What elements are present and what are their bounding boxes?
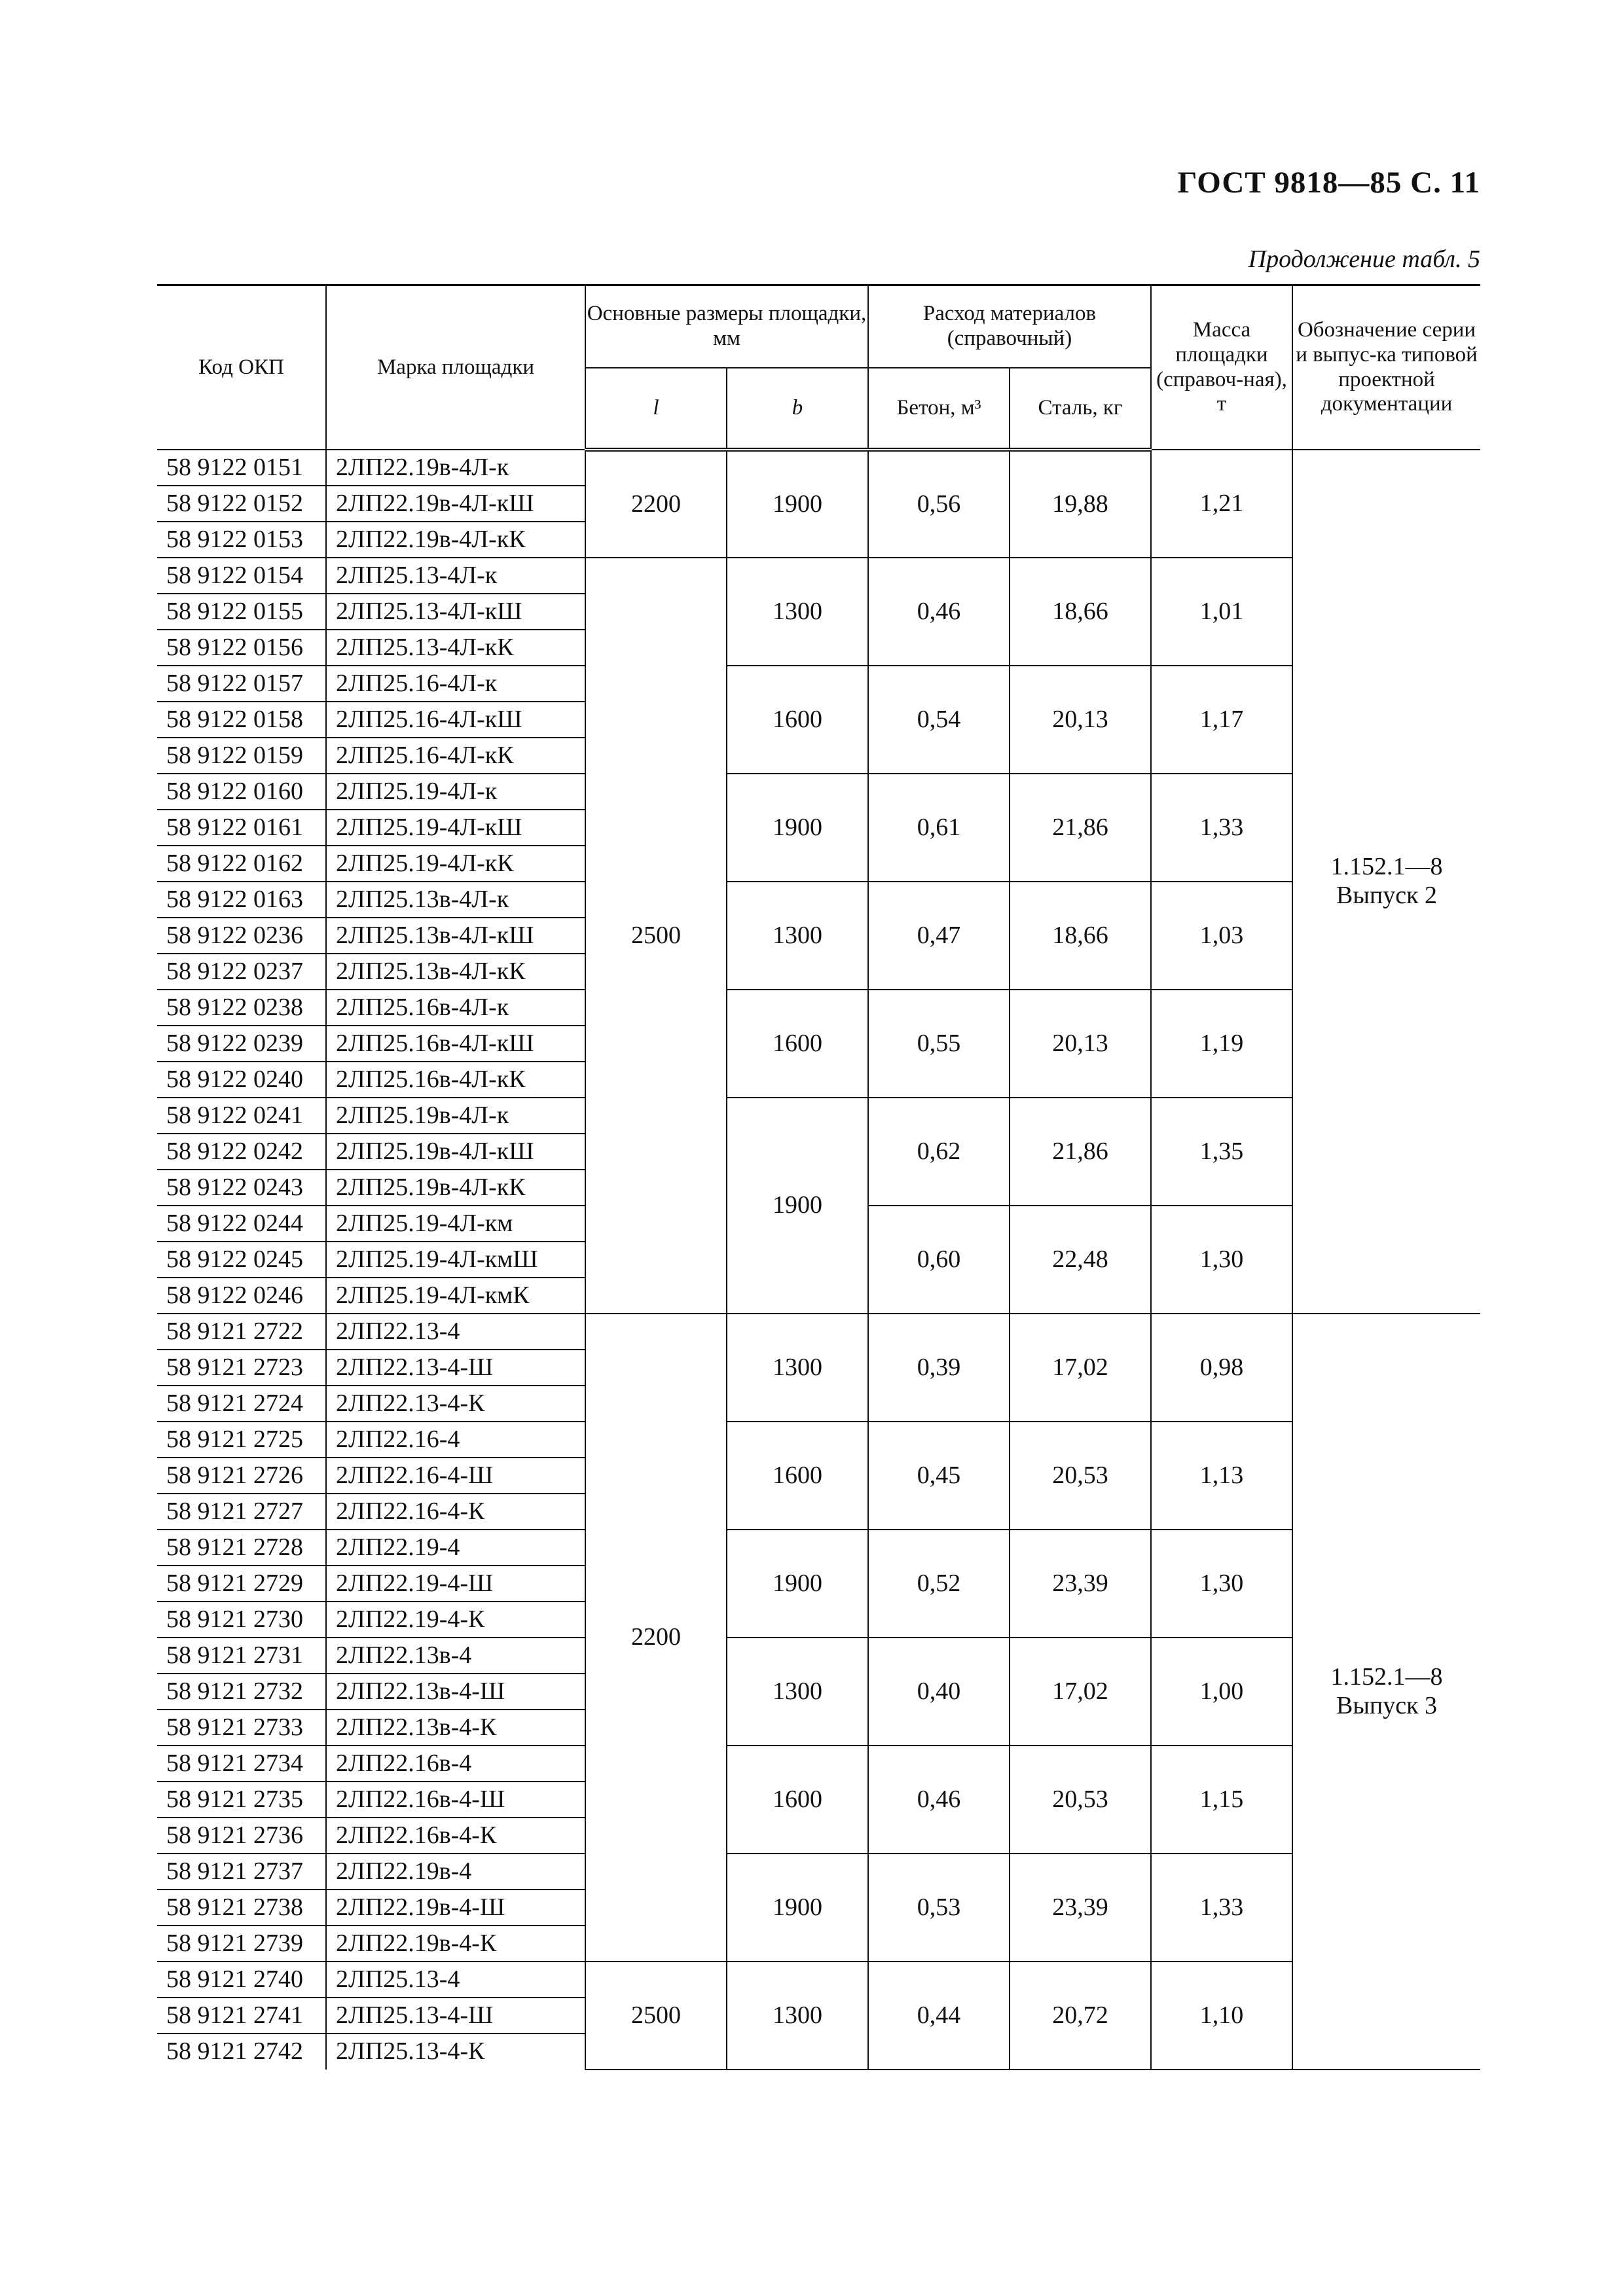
dim-l-cell: 2500 (585, 558, 727, 1314)
mark-cell: 2ЛП22.13-4 (326, 1314, 585, 1350)
header-dimensions: Основные размеры площадки, мм (585, 285, 868, 368)
okp-code-cell: 58 9122 0242 (157, 1134, 326, 1170)
mark-cell: 2ЛП25.13-4 (326, 1962, 585, 1998)
mark-cell: 2ЛП22.13-4-Ш (326, 1350, 585, 1386)
dim-b-cell: 1300 (727, 1638, 868, 1746)
mark-cell: 2ЛП22.13в-4 (326, 1638, 585, 1674)
dim-b-cell: 1600 (727, 666, 868, 774)
okp-code-cell: 58 9121 2722 (157, 1314, 326, 1350)
okp-code-cell: 58 9122 0161 (157, 810, 326, 846)
page-header: ГОСТ 9818—85 С. 11 (1177, 166, 1480, 200)
mark-cell: 2ЛП25.19в-4Л-кК (326, 1170, 585, 1206)
header-materials: Расход материалов (справочный) (868, 285, 1151, 368)
table-row (157, 1962, 1480, 1998)
steel-cell: 20,53 (1010, 1746, 1151, 1854)
mass-cell: 1,30 (1151, 1206, 1292, 1314)
table-row (157, 558, 1480, 594)
mark-cell: 2ЛП25.13в-4Л-к (326, 882, 585, 918)
okp-code-cell: 58 9121 2725 (157, 1422, 326, 1458)
mark-cell: 2ЛП22.13-4-К (326, 1386, 585, 1422)
okp-code-cell: 58 9121 2731 (157, 1638, 326, 1674)
okp-code-cell: 58 9121 2740 (157, 1962, 326, 1998)
steel-cell: 20,72 (1010, 1962, 1151, 2070)
mark-cell: 2ЛП25.19-4Л-кмК (326, 1278, 585, 1314)
mark-cell: 2ЛП22.19в-4-К (326, 1926, 585, 1962)
dim-b-cell: 1900 (727, 1098, 868, 1314)
okp-code-cell: 58 9121 2734 (157, 1746, 326, 1782)
steel-cell: 20,53 (1010, 1422, 1151, 1530)
mass-cell: 1,21 (1151, 450, 1292, 558)
mass-cell: 1,33 (1151, 774, 1292, 882)
steel-cell: 23,39 (1010, 1530, 1151, 1638)
mass-cell: 1,30 (1151, 1530, 1292, 1638)
steel-cell: 22,48 (1010, 1206, 1151, 1314)
mark-cell: 2ЛП22.16в-4 (326, 1746, 585, 1782)
okp-code-cell: 58 9122 0157 (157, 666, 326, 702)
okp-code-cell: 58 9121 2741 (157, 1998, 326, 2034)
mark-cell: 2ЛП25.19-4Л-кмШ (326, 1242, 585, 1278)
okp-code-cell: 58 9121 2723 (157, 1350, 326, 1386)
specification-table (157, 284, 1480, 2070)
okp-code-cell: 58 9121 2739 (157, 1926, 326, 1962)
header-dim-l: l (585, 368, 727, 450)
mark-cell: 2ЛП25.13в-4Л-кШ (326, 918, 585, 954)
mark-cell: 2ЛП22.16в-4-Ш (326, 1782, 585, 1818)
okp-code-cell: 58 9121 2737 (157, 1854, 326, 1890)
okp-code-cell: 58 9121 2728 (157, 1530, 326, 1566)
okp-code-cell: 58 9121 2733 (157, 1710, 326, 1746)
mark-cell: 2ЛП25.19в-4Л-к (326, 1098, 585, 1134)
steel-cell: 18,66 (1010, 882, 1151, 990)
concrete-cell: 0,47 (868, 882, 1010, 990)
mark-cell: 2ЛП25.19в-4Л-кШ (326, 1134, 585, 1170)
okp-code-cell: 58 9122 0236 (157, 918, 326, 954)
dim-b-cell: 1300 (727, 558, 868, 666)
dim-b-cell: 1600 (727, 1422, 868, 1530)
mass-cell: 1,35 (1151, 1098, 1292, 1206)
mark-cell: 2ЛП25.13-4-Ш (326, 1998, 585, 2034)
concrete-cell: 0,52 (868, 1530, 1010, 1638)
okp-code-cell: 58 9121 2730 (157, 1602, 326, 1638)
concrete-cell: 0,53 (868, 1854, 1010, 1962)
table-row (157, 1422, 1480, 1458)
table-row (157, 1638, 1480, 1674)
dim-l-cell: 2200 (585, 450, 727, 558)
okp-code-cell: 58 9122 0159 (157, 738, 326, 774)
series-issue: Выпуск 2 (1336, 882, 1438, 909)
mark-cell: 2ЛП25.19-4Л-км (326, 1206, 585, 1242)
okp-code-cell: 58 9122 0240 (157, 1062, 326, 1098)
okp-code-cell: 58 9121 2724 (157, 1386, 326, 1422)
mark-cell: 2ЛП22.13в-4-Ш (326, 1674, 585, 1710)
concrete-cell: 0,56 (868, 450, 1010, 558)
table-row (157, 666, 1480, 702)
mark-cell: 2ЛП25.16-4Л-к (326, 666, 585, 702)
dim-l-cell: 2500 (585, 1962, 727, 2070)
series-cell (1292, 1314, 1480, 2070)
mark-cell: 2ЛП22.16-4-Ш (326, 1458, 585, 1494)
table-row (157, 1098, 1480, 1134)
mass-cell: 1,19 (1151, 990, 1292, 1098)
mass-cell: 1,01 (1151, 558, 1292, 666)
table-row (157, 882, 1480, 918)
mark-cell: 2ЛП22.19-4 (326, 1530, 585, 1566)
header-series: Обозначение серии и выпус-ка типовой проектной документации (1292, 285, 1480, 450)
concrete-cell: 0,39 (868, 1314, 1010, 1422)
okp-code-cell: 58 9121 2738 (157, 1890, 326, 1926)
mass-cell: 1,15 (1151, 1746, 1292, 1854)
okp-code-cell: 58 9122 0243 (157, 1170, 326, 1206)
okp-code-cell: 58 9122 0160 (157, 774, 326, 810)
dim-b-cell: 1600 (727, 990, 868, 1098)
series-code: 1.152.1—8 (1330, 1662, 1443, 1691)
mark-cell: 2ЛП25.16в-4Л-к (326, 990, 585, 1026)
concrete-cell: 0,54 (868, 666, 1010, 774)
mark-cell: 2ЛП22.13в-4-К (326, 1710, 585, 1746)
mark-cell: 2ЛП22.19в-4 (326, 1854, 585, 1890)
concrete-cell: 0,46 (868, 558, 1010, 666)
okp-code-cell: 58 9121 2726 (157, 1458, 326, 1494)
concrete-cell: 0,40 (868, 1638, 1010, 1746)
concrete-cell: 0,62 (868, 1098, 1010, 1206)
okp-code-cell: 58 9121 2727 (157, 1494, 326, 1530)
mark-cell: 2ЛП25.13-4Л-кШ (326, 594, 585, 630)
concrete-cell: 0,60 (868, 1206, 1010, 1314)
okp-code-cell: 58 9121 2736 (157, 1818, 326, 1854)
dim-b-cell: 1600 (727, 1746, 868, 1854)
dim-b-cell: 1900 (727, 1854, 868, 1962)
steel-cell: 21,86 (1010, 774, 1151, 882)
okp-code-cell: 58 9122 0238 (157, 990, 326, 1026)
mark-cell: 2ЛП22.16в-4-К (326, 1818, 585, 1854)
mark-cell: 2ЛП25.16в-4Л-кШ (326, 1026, 585, 1062)
mark-cell: 2ЛП25.16-4Л-кШ (326, 702, 585, 738)
okp-code-cell: 58 9122 0153 (157, 522, 326, 558)
okp-code-cell: 58 9122 0154 (157, 558, 326, 594)
mass-cell: 1,00 (1151, 1638, 1292, 1746)
mark-cell: 2ЛП22.19в-4Л-кШ (326, 486, 585, 522)
mark-cell: 2ЛП22.19в-4Л-к (326, 450, 585, 486)
steel-cell: 17,02 (1010, 1638, 1151, 1746)
okp-code-cell: 58 9121 2732 (157, 1674, 326, 1710)
dim-b-cell: 1900 (727, 774, 868, 882)
steel-cell: 17,02 (1010, 1314, 1151, 1422)
okp-code-cell: 58 9122 0155 (157, 594, 326, 630)
mark-cell: 2ЛП25.13-4Л-кК (326, 630, 585, 666)
okp-code-cell: 58 9122 0244 (157, 1206, 326, 1242)
header-dim-b: b (727, 368, 868, 450)
okp-code-cell: 58 9121 2742 (157, 2034, 326, 2070)
mass-cell: 1,10 (1151, 1962, 1292, 2070)
dim-b-cell: 1900 (727, 1530, 868, 1638)
dim-b-cell: 1300 (727, 1314, 868, 1422)
okp-code-cell: 58 9122 0152 (157, 486, 326, 522)
table-row (157, 1854, 1480, 1890)
series-code: 1.152.1—8 (1330, 853, 1443, 881)
steel-cell: 20,13 (1010, 990, 1151, 1098)
mark-cell: 2ЛП25.13-4-К (326, 2034, 585, 2070)
mass-cell: 1,17 (1151, 666, 1292, 774)
okp-code-cell: 58 9122 0245 (157, 1242, 326, 1278)
header-mark: Марка площадки (326, 285, 585, 450)
mass-cell: 0,98 (1151, 1314, 1292, 1422)
table-row (157, 450, 1480, 486)
okp-code-cell: 58 9121 2735 (157, 1782, 326, 1818)
steel-cell: 18,66 (1010, 558, 1151, 666)
mark-cell: 2ЛП25.16в-4Л-кК (326, 1062, 585, 1098)
mark-cell: 2ЛП25.19-4Л-кК (326, 846, 585, 882)
mark-cell: 2ЛП25.19-4Л-к (326, 774, 585, 810)
okp-code-cell: 58 9121 2729 (157, 1566, 326, 1602)
okp-code-cell: 58 9122 0162 (157, 846, 326, 882)
concrete-cell: 0,44 (868, 1962, 1010, 2070)
header-code: Код ОКП (157, 285, 326, 450)
mark-cell: 2ЛП22.16-4-К (326, 1494, 585, 1530)
mass-cell: 1,13 (1151, 1422, 1292, 1530)
okp-code-cell: 58 9122 0241 (157, 1098, 326, 1134)
table-body (157, 450, 1480, 2070)
dim-b-cell: 1300 (727, 1962, 868, 2070)
steel-cell: 20,13 (1010, 666, 1151, 774)
header-concrete: Бетон, м³ (868, 368, 1010, 450)
okp-code-cell: 58 9122 0246 (157, 1278, 326, 1314)
mark-cell: 2ЛП25.16-4Л-кК (326, 738, 585, 774)
table-row (157, 774, 1480, 810)
mark-cell: 2ЛП25.19-4Л-кШ (326, 810, 585, 846)
mark-cell: 2ЛП22.19-4-Ш (326, 1566, 585, 1602)
table-caption: Продолжение табл. 5 (1248, 245, 1480, 273)
dim-b-cell: 1900 (727, 450, 868, 558)
series-cell (1292, 450, 1480, 1314)
steel-cell: 19,88 (1010, 450, 1151, 558)
mark-cell: 2ЛП25.13-4Л-к (326, 558, 585, 594)
mark-cell: 2ЛП22.19в-4-Ш (326, 1890, 585, 1926)
table-row (157, 1530, 1480, 1566)
concrete-cell: 0,61 (868, 774, 1010, 882)
table-row (157, 990, 1480, 1026)
mark-cell: 2ЛП22.19в-4Л-кК (326, 522, 585, 558)
mark-cell: 2ЛП22.16-4 (326, 1422, 585, 1458)
mass-cell: 1,33 (1151, 1854, 1292, 1962)
okp-code-cell: 58 9122 0163 (157, 882, 326, 918)
steel-cell: 21,86 (1010, 1098, 1151, 1206)
okp-code-cell: 58 9122 0156 (157, 630, 326, 666)
okp-code-cell: 58 9122 0237 (157, 954, 326, 990)
mark-cell: 2ЛП22.19-4-К (326, 1602, 585, 1638)
table-row (157, 1314, 1480, 1350)
steel-cell: 23,39 (1010, 1854, 1151, 1962)
concrete-cell: 0,45 (868, 1422, 1010, 1530)
okp-code-cell: 58 9122 0151 (157, 450, 326, 486)
concrete-cell: 0,55 (868, 990, 1010, 1098)
series-issue: Выпуск 3 (1336, 1691, 1438, 1719)
dim-b-cell: 1300 (727, 882, 868, 990)
header-steel: Сталь, кг (1010, 368, 1151, 450)
mark-cell: 2ЛП25.13в-4Л-кК (326, 954, 585, 990)
dim-l-cell: 2200 (585, 1314, 727, 1962)
concrete-cell: 0,46 (868, 1746, 1010, 1854)
mass-cell: 1,03 (1151, 882, 1292, 990)
table-row (157, 1746, 1480, 1782)
okp-code-cell: 58 9122 0239 (157, 1026, 326, 1062)
okp-code-cell: 58 9122 0158 (157, 702, 326, 738)
header-mass: Масса площадки (справоч-ная), т (1151, 285, 1292, 450)
